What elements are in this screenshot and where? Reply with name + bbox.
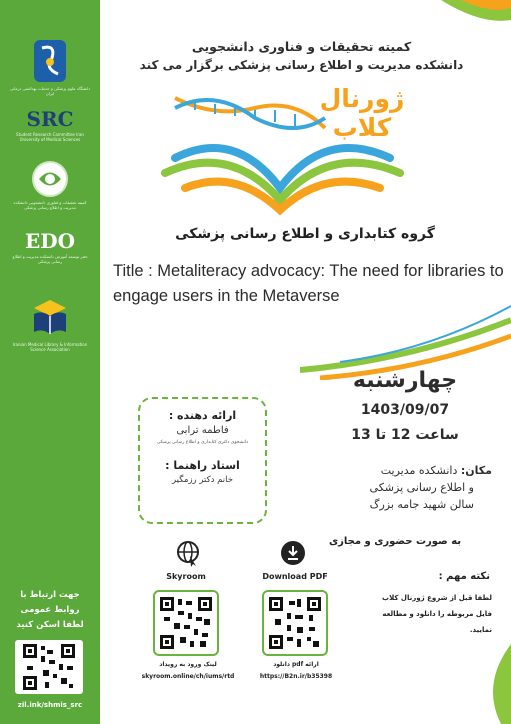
edo-logo: EDO دفتر توسعه آموزش دانشکده مدیریت و اطلاع رسانی پزشکی xyxy=(12,229,88,264)
advisor-heading: استاد راهنما : xyxy=(165,459,240,472)
department-name: گروه کتابداری و اطلاع رسانی پزشکی xyxy=(175,226,435,242)
header xyxy=(104,38,499,74)
pdf-qr-code[interactable] xyxy=(262,590,328,656)
student-committee-logo: کمیته تحقیقات و فناوری دانشجویی دانشکده مدیریت و اطلاع رسانی پزشکی xyxy=(8,160,92,210)
note-text: لطفا قبل از شروع ژورنال کلاب فایل مربوطه را دانلود و مطالعه نمایید. xyxy=(382,594,492,634)
qr-code-icon xyxy=(269,597,321,649)
event-day: چهارشنبه xyxy=(352,368,458,393)
location-line-3: سالن شهید جامه بزرگ xyxy=(369,498,474,511)
globe-emblem-icon xyxy=(31,160,69,198)
presenter-box xyxy=(138,397,267,524)
university-logo: دانشگاه علوم پزشکی و خدمات بهداشتی درمانی ایران xyxy=(8,38,92,96)
sidebar xyxy=(0,0,100,724)
corner-decoration-bottom xyxy=(471,644,511,724)
event-location xyxy=(322,462,492,513)
location-label: مکان: xyxy=(460,464,492,477)
contact-qr-code[interactable] xyxy=(15,640,83,694)
skyroom-url[interactable]: skyroom.online/ch/iums/rtd xyxy=(141,673,235,680)
host-line: دانشکده مدیریت و اطلاع رسانی پزشکی برگزار می کند xyxy=(139,58,464,72)
contact-text: جهت ارتباط با روابط عمومی لطفا اسکن کنید xyxy=(16,590,84,630)
src-logo: SRC Student Research Committee Iran University of Medical Sciences xyxy=(16,107,84,142)
book-emblem-icon xyxy=(28,296,72,340)
qr-code-icon xyxy=(160,597,212,649)
skyroom-label[interactable]: Skyroom xyxy=(166,572,206,581)
talk-title: Title : Metaliteracy advocacy: The need for libraries to engage users in the Metaverse xyxy=(113,262,504,305)
presenter-heading: ارائه دهنده : xyxy=(168,409,237,422)
skyroom-qr-code[interactable] xyxy=(153,590,219,656)
advisor-name: خانم دکتر رزمگیر xyxy=(171,475,234,485)
event-date: 1403/09/07 xyxy=(360,402,450,418)
location-line-1: دانشکده مدیریت xyxy=(380,464,458,477)
pdf-caption: دانلود pdf ارائه xyxy=(273,661,319,668)
download-pdf-label[interactable]: Download PDF xyxy=(262,572,328,581)
university-emblem-icon xyxy=(30,38,70,84)
event-time: ساعت 12 تا 13 xyxy=(351,427,459,443)
globe-icon[interactable] xyxy=(176,540,200,568)
journal-club-brand: ژورنال کلاب xyxy=(319,84,405,142)
download-icon[interactable] xyxy=(280,540,306,566)
qr-code-icon xyxy=(15,640,83,694)
organizer-line: کمیته تحقیقات و فناوری دانشجویی xyxy=(191,39,412,54)
attendance-mode: به صورت حضوری و مجازی xyxy=(328,536,462,547)
contact-url[interactable]: zil.ink/shmis_src xyxy=(17,701,83,709)
presenter-name: فاطمه ترابی xyxy=(176,425,229,436)
pdf-url[interactable]: https://B2n.ir/b35398 xyxy=(259,673,333,680)
association-logo: Iranian Medical Library & Information Science Association xyxy=(8,296,92,352)
location-line-2: و اطلاع رسانی پزشکی xyxy=(369,481,474,494)
presenter-detail: دانشجوی دکتری کتابداری و اطلاع رسانی پزشکی xyxy=(156,440,249,445)
skyroom-caption: لینک ورود به رویداد xyxy=(159,661,217,668)
note-heading: نکته مهم : xyxy=(438,571,490,582)
